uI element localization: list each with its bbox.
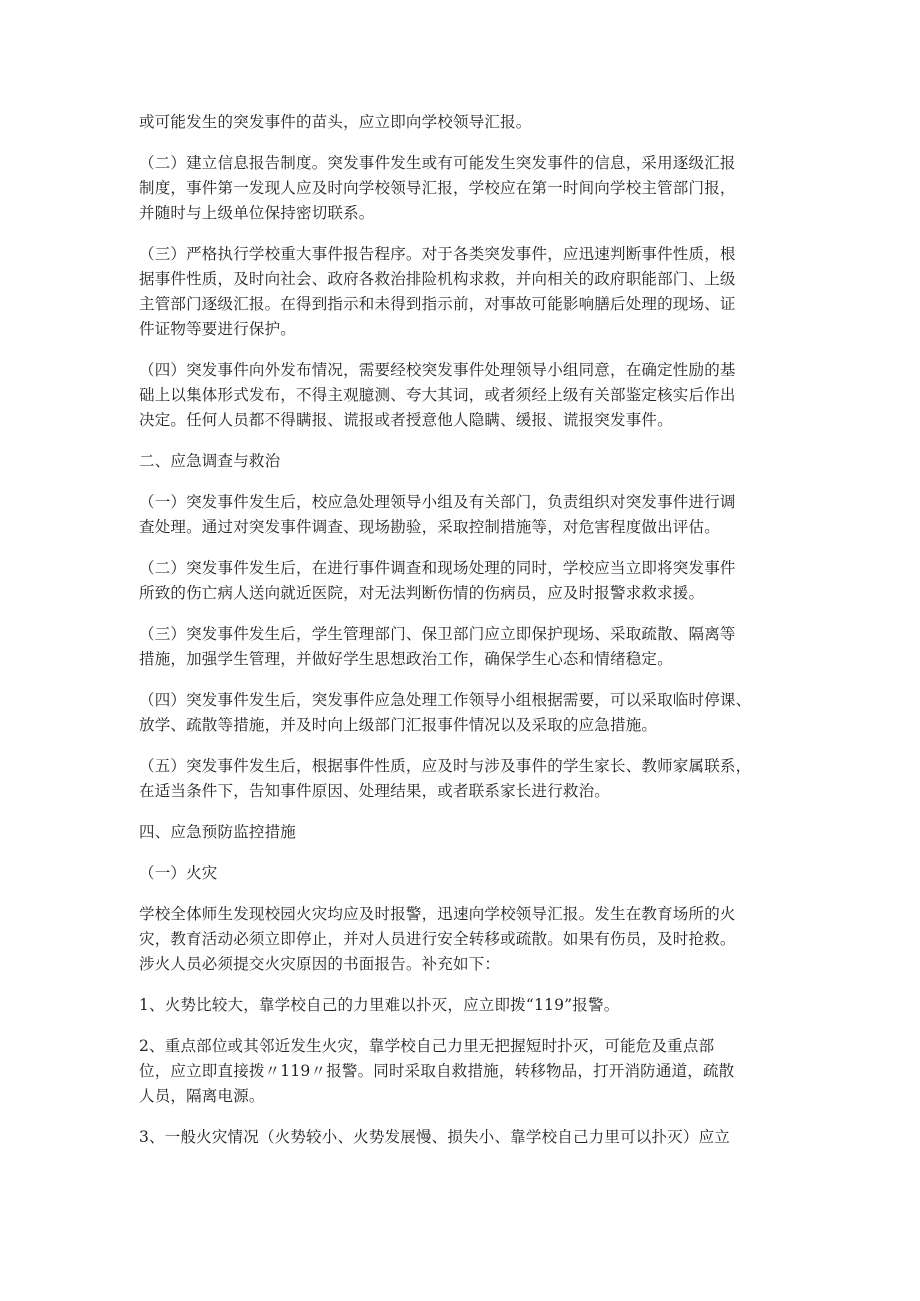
paragraph-line: 人员，隔离电源。 xyxy=(139,1087,265,1105)
paragraph-gap xyxy=(139,433,784,449)
paragraph-gap xyxy=(139,135,784,151)
paragraph-gap xyxy=(139,1018,784,1034)
paragraph-line: （二）建立信息报告制度。突发事件发生或有可能发生突发事件的信息，采用逐级汇报 xyxy=(139,154,736,172)
paragraph-line: （二）突发事件发生后，在进行事件调查和现场处理的同时，学校应当立即将突发事件 xyxy=(139,559,736,577)
paragraph xyxy=(139,358,784,433)
paragraph-gap xyxy=(139,540,784,556)
paragraph-line: 放学、疏散等措施，并及时向上级部门汇报事件情况以及采取的应急措施。 xyxy=(139,716,658,734)
paragraph-line: 或可能发生的突发事件的苗头，应立即向学校领导汇报。 xyxy=(139,113,532,131)
paragraph-gap xyxy=(139,804,784,820)
paragraph-line: 灾，教育活动必须立即停止，并对人员进行安全转移或疏散。如果有伤员，及时抢救。 xyxy=(139,930,736,948)
paragraph-gap xyxy=(139,474,784,490)
paragraph-line: （三）严格执行学校重大事件报告程序。对于各类突发事件，应迅速判断事件性质，根 xyxy=(139,245,736,263)
paragraph xyxy=(139,993,784,1018)
paragraph-line: （一）突发事件发生后，校应急处理领导小组及有关部门，负责组织对突发事件进行调 xyxy=(139,493,736,511)
paragraph-line: 件证物等要进行保护。 xyxy=(139,320,297,338)
paragraph xyxy=(139,820,784,845)
paragraph xyxy=(139,556,784,606)
paragraph xyxy=(139,110,784,135)
paragraph-line: 所致的伤亡病人送向就近医院，对无法判断伤情的伤病员，应及时报警求救求援。 xyxy=(139,584,705,602)
paragraph-line: 3、一般火灾情况（火势较小、火势发展慢、损失小、靠学校自己力里可以扑灭）应立 xyxy=(139,1128,730,1146)
paragraph xyxy=(139,622,784,672)
paragraph-gap xyxy=(139,672,784,688)
paragraph-line: 二、应急调查与救治 xyxy=(139,452,281,470)
paragraph-gap xyxy=(139,226,784,242)
paragraph-line: 在适当条件下，告知事件原因、处理结果，或者联系家长进行救治。 xyxy=(139,782,611,800)
paragraph-gap xyxy=(139,738,784,754)
paragraph xyxy=(139,151,784,226)
paragraph-gap xyxy=(139,845,784,861)
paragraph-line: （三）突发事件发生后，学生管理部门、保卫部门应立即保护现场、采取疏散、隔离等 xyxy=(139,625,736,643)
paragraph-line: 制度，事件第一发现人应及时向学校领导汇报，学校应在第一时间向学校主管部门报， xyxy=(139,179,736,197)
paragraph xyxy=(139,688,784,738)
paragraph-line: 决定。任何人员都不得瞒报、谎报或者授意他人隐瞒、缓报、谎报突发事件。 xyxy=(139,411,673,429)
paragraph xyxy=(139,902,784,977)
paragraph-line: 四、应急预防监控措施 xyxy=(139,823,297,841)
paragraph-line: 础上以集体形式发布，不得主观臆测、夸大其词，或者须经上级有关部鉴定核实后作出 xyxy=(139,386,736,404)
paragraph-line: （四）突发事件向外发布情况，需要经校突发事件处理领导小组同意，在确定性励的基 xyxy=(139,361,736,379)
paragraph-line: 1、火势比较大，靠学校自己的力里难以扑灭，应立即拨“119”报警。 xyxy=(139,996,620,1014)
paragraph-line: 措施，加强学生管理，并做好学生思想政治工作，确保学生心态和情绪稳定。 xyxy=(139,650,673,668)
document-page xyxy=(139,110,784,1150)
paragraph xyxy=(139,861,784,886)
paragraph-line: 据事件性质，及时向社会、政府各救治排险机构求救，并向相关的政府职能部门、上级 xyxy=(139,270,736,288)
paragraph-line: （五）突发事件发生后，根据事件性质，应及时与涉及事件的学生家长、教师家属联系， xyxy=(139,757,752,775)
paragraph-gap xyxy=(139,886,784,902)
paragraph-line: （四）突发事件发生后，突发事件应急处理工作领导小组根据需要，可以采取临时停课、 xyxy=(139,691,752,709)
paragraph-line: 主管部门逐级汇报。在得到指示和未得到指示前，对事故可能影响膳后处理的现场、证 xyxy=(139,295,736,313)
paragraph xyxy=(139,1034,784,1109)
paragraph-line: 查处理。通过对突发事件调查、现场勘验，采取控制措施等，对危害程度做出评估。 xyxy=(139,518,720,536)
paragraph xyxy=(139,1125,784,1150)
paragraph-line: 并随时与上级单位保持密切联系。 xyxy=(139,204,375,222)
paragraph-line: 位，应立即直接拨〃119〃报警。同时采取自救措施，转移物品，打开消防通道，疏散 xyxy=(139,1062,735,1080)
paragraph xyxy=(139,242,784,342)
paragraph-gap xyxy=(139,342,784,358)
paragraph-gap xyxy=(139,606,784,622)
paragraph xyxy=(139,449,784,474)
paragraph-line: （一）火灾 xyxy=(139,864,218,882)
paragraph-line: 涉火人员必须提交火灾原因的书面报告。补充如下： xyxy=(139,955,501,973)
paragraph-gap xyxy=(139,1109,784,1125)
paragraph xyxy=(139,754,784,804)
paragraph-line: 学校全体师生发现校园火灾均应及时报警，迅速向学校领导汇报。发生在教育场所的火 xyxy=(139,905,736,923)
paragraph-line: 2、重点部位或其邻近发生火灾，靠学校自己力里无把握短时扑灭，可能危及重点部 xyxy=(139,1037,715,1055)
paragraph xyxy=(139,490,784,540)
paragraph-gap xyxy=(139,977,784,993)
